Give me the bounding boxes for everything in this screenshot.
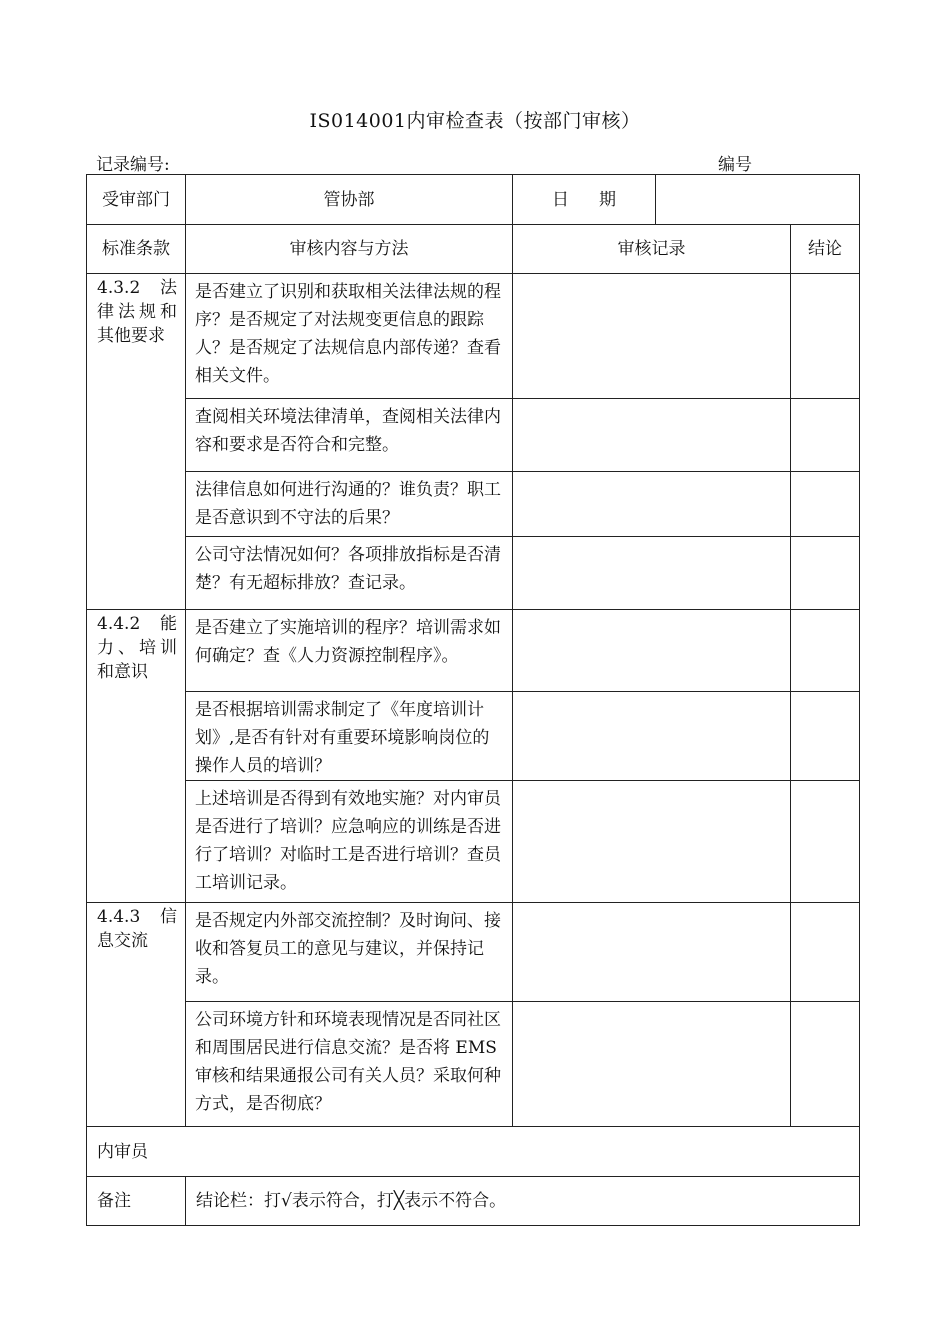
table-row [87,472,860,537]
conclusion-cell[interactable] [791,610,860,692]
table-row [87,692,860,781]
clause-cell: 4.4.3 信息交流 [87,903,186,1127]
conclusion-cell[interactable] [791,903,860,1002]
conclusion-cell[interactable] [791,692,860,781]
audit-item: 是否规定内外部交流控制？及时询问、接收和答复员工的意见与建议，并保持记录。 [186,903,513,1002]
audit-checklist-table [86,174,860,1226]
conclusion-cell[interactable] [791,781,860,903]
audit-record-cell[interactable] [513,692,791,781]
remarks-row [87,1177,860,1226]
remarks-text: 结论栏：打√表示符合，打╳表示不符合。 [186,1177,860,1226]
audit-item: 公司环境方针和环境表现情况是否同社区和周围居民进行信息交流？是否将 EMS 审核和结果通报公司有关人员？采取何种方式，是否彻底？ [186,1002,513,1127]
remarks-label: 备注 [87,1177,186,1226]
auditor-row [87,1127,860,1177]
clause-cell: 4.3.2 法律法规和其他要求 [87,274,186,610]
audit-record-cell[interactable] [513,903,791,1002]
dept-label: 受审部门 [87,175,186,225]
auditor-label[interactable]: 内审员 [87,1127,860,1177]
audit-record-cell[interactable] [513,399,791,472]
col-record-header: 审核记录 [513,225,791,274]
date-value[interactable] [656,175,860,225]
document-title: IS014001内审检查表（按部门审核） [309,110,641,132]
date-label [513,175,656,225]
conclusion-cell[interactable] [791,274,860,399]
audit-record-cell[interactable] [513,537,791,610]
conclusion-cell[interactable] [791,472,860,537]
number-label: 编号 [718,155,752,175]
audit-item: 上述培训是否得到有效地实施？对内审员是否进行了培训？应急响应的训练是否进行了培训？对临时工是否进行培训？查员工培训记录。 [186,781,513,903]
col-clause-header: 标准条款 [87,225,186,274]
date-label-char-2: 期 [599,189,616,210]
header-row [87,175,860,225]
clause-cell: 4.4.2 能力、培训和意识 [87,610,186,903]
audit-item: 是否建立了识别和获取相关法律法规的程序？是否规定了对法规变更信息的跟踪人？是否规定了法规信息内部传递？查看相关文件。 [186,274,513,399]
table-row [87,903,860,1002]
audit-record-cell[interactable] [513,1002,791,1127]
col-content-header: 审核内容与方法 [186,225,513,274]
audit-record-cell[interactable] [513,781,791,903]
dept-value[interactable]: 管协部 [186,175,513,225]
col-conclusion-header: 结论 [791,225,860,274]
audit-item: 法律信息如何进行沟通的？谁负责？职工是否意识到不守法的后果？ [186,472,513,537]
table-row [87,537,860,610]
conclusion-cell[interactable] [791,537,860,610]
record-number-label: 记录编号: [96,155,170,175]
table-row [87,1002,860,1127]
audit-item: 查阅相关环境法律清单，查阅相关法律内容和要求是否符合和完整。 [186,399,513,472]
audit-item: 公司守法情况如何？各项排放指标是否清楚？有无超标排放？查记录。 [186,537,513,610]
audit-record-cell[interactable] [513,472,791,537]
conclusion-cell[interactable] [791,1002,860,1127]
column-header-row [87,225,860,274]
table-row [87,781,860,903]
table-row [87,274,860,399]
date-label-char-1: 日 [552,189,569,210]
audit-item: 是否建立了实施培训的程序？培训需求如何确定？查《人力资源控制程序》。 [186,610,513,692]
table-row [87,610,860,692]
conclusion-cell[interactable] [791,399,860,472]
audit-record-cell[interactable] [513,274,791,399]
table-row [87,399,860,472]
audit-item: 是否根据培训需求制定了《年度培训计划》,是否有针对有重要环境影响岗位的操作人员的培训？ [186,692,513,781]
audit-record-cell[interactable] [513,610,791,692]
